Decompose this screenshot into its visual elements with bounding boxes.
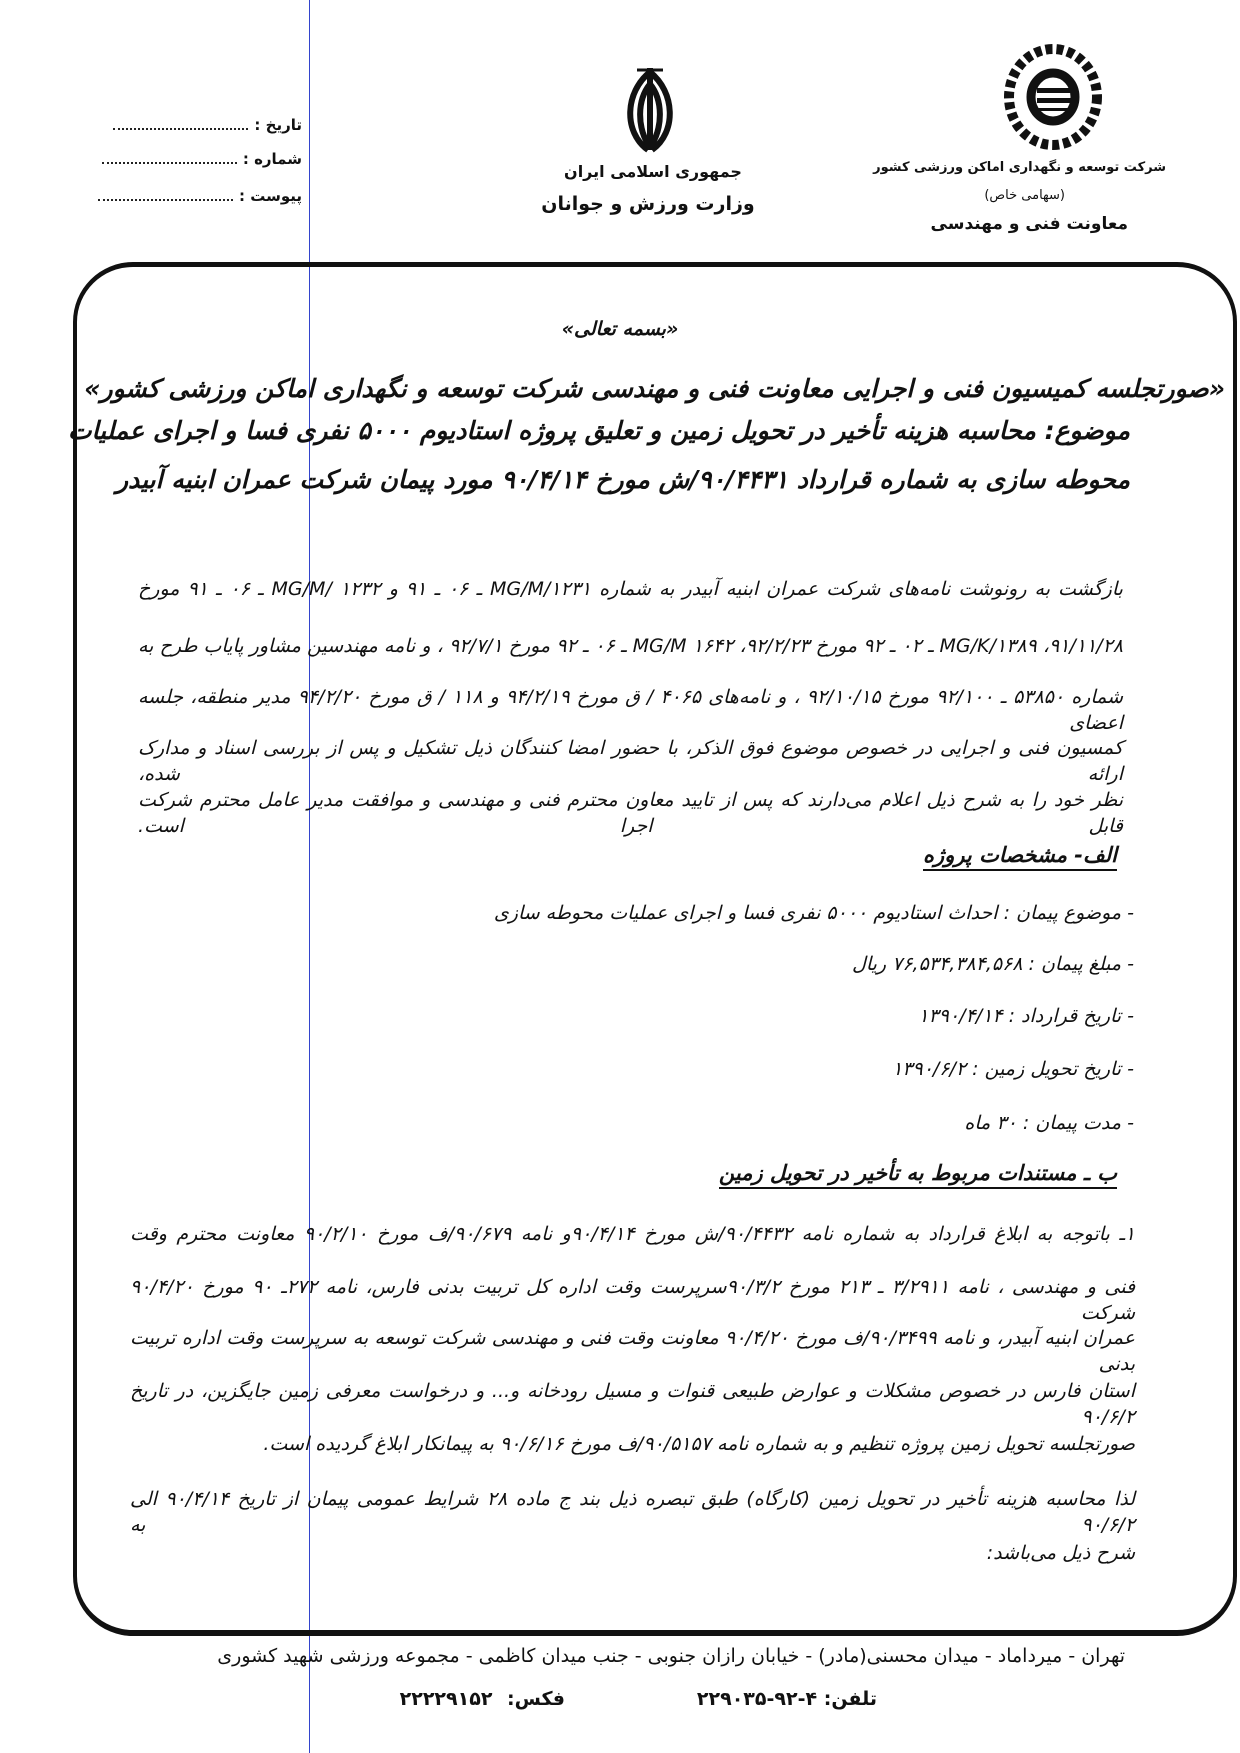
item-text: موضوع پیمان : احداث استادیوم ۵۰۰۰ نفری فسا و اجرای عملیات محوطه سازی bbox=[493, 902, 1122, 924]
section-b-line: صورتجلسه تحویل زمین پروژه تنظیم و به شماره نامه ۹۰/۵۱۵۷/ف مورخ ۹۰/۶/۱۶ به پیمانکار ابلاغ گردیده است. bbox=[263, 1433, 1135, 1455]
land-delivery-date-item: ‐ تاریخ تحویل زمین : ۱۳۹۰/۶/۲ bbox=[892, 1058, 1134, 1080]
attachment-label: پیوست : bbox=[238, 187, 302, 205]
date-label: تاریخ : bbox=[254, 116, 302, 134]
intro-line: نظر خود را به شرح ذیل اعلام می‌دارند که پس از تایید معاون محترم فنی و مهندسی و موافقت مدیر عامل محترم شرکت قابل اجرا است. bbox=[138, 789, 1123, 837]
date-value bbox=[113, 124, 248, 130]
attachment-value bbox=[98, 195, 233, 201]
section-b-line: فنی و مهندسی ، نامه ۳/۲۹۱۱ ـ ۲۱۳ مورخ ۹۰/۳/۲سرپرست وقت اداره کل تربیت بدنی فارس، نامه ۲۷۲ـ ۹۰ مورخ ۹۰/۴/۲۰ شرکت bbox=[130, 1276, 1136, 1324]
item-text: مدت پیمان : ۳۰ ماه bbox=[964, 1112, 1122, 1134]
section-b-heading: ب ـ مستندات مربوط به تأخیر در تحویل زمین bbox=[719, 1161, 1117, 1189]
invocation: «بسمه تعالی» bbox=[561, 318, 679, 340]
department-name: معاونت فنی و مهندسی bbox=[930, 214, 1128, 234]
title-line: محوطه سازی به شماره قرارداد ۹۰/۴۴۳۱/ش مورخ ۹۰/۴/۱۴ مورد پیمان شرکت عمران ابنیه آبیدر bbox=[115, 465, 1130, 494]
company-type: (سهامی خاص) bbox=[984, 188, 1065, 203]
number-field bbox=[102, 150, 302, 168]
intro-line: بازگشت به رونوشت نامه‌های شرکت عمران ابنیه آبیدر به شماره MG/M/۱۲۳۱ ـ ۰۶ ـ ۹۱ و ۱۲۳۲ /MG/M ـ ۰۶ ـ ۹۱ مورخ bbox=[138, 578, 1123, 600]
iran-emblem bbox=[615, 62, 685, 157]
attachment-field bbox=[98, 187, 302, 205]
footer-fax bbox=[400, 1688, 565, 1710]
ministry-name: وزارت ورزش و جوانان bbox=[541, 193, 755, 215]
footer-phone bbox=[697, 1688, 877, 1710]
item-text: مبلغ پیمان : ۷۶,۵۳۴,۳۸۴,۵۶۸ ریال bbox=[852, 953, 1122, 975]
section-b-line: شرح ذیل می‌باشد: bbox=[986, 1542, 1135, 1564]
number-label: شماره : bbox=[242, 150, 302, 168]
title-line: «صورتجلسه کمیسیون فنی و اجرایی معاونت فنی و مهندسی شرکت توسعه و نگهداری اماکن ورزشی کشور» bbox=[84, 374, 1225, 403]
contract-duration-item: ‐ مدت پیمان : ۳۰ ماه bbox=[964, 1112, 1134, 1134]
country-name: جمهوری اسلامی ایران bbox=[564, 162, 742, 181]
contract-date-item: ‐ تاریخ قرارداد : ۱۳۹۰/۴/۱۴ bbox=[918, 1005, 1134, 1027]
intro-line: کمسیون فنی و اجرایی در خصوص موضوع فوق الذکر، با حضور امضا کنندگان ذیل تشکیل و پس از بررسی اسناد و مدارک ارائه شده، bbox=[138, 737, 1123, 785]
footer-address: تهران - میرداماد - میدان محسنی(مادر) - خیابان رازان جنوبی - جنب میدان کاظمی - مجموعه ورزشی شهید کشوری bbox=[217, 1645, 1125, 1667]
title-line: موضوع: محاسبه هزینه تأخیر در تحویل زمین و تعلیق پروژه استادیوم ۵۰۰۰ نفری فسا و اجرای عملیات bbox=[67, 416, 1130, 445]
intro-line: شماره ۵۳۸۵۰ ـ ۹۲/۱۰۰ مورخ ۹۲/۱۰/۱۵ ، و نامه‌های ۴۰۶۵ / ق مورخ ۹۴/۲/۱۹ و ۱۱۸ / ق مورخ ۹۴/۲/۲۰ مدیر منطقه، جلسه اعضای bbox=[138, 686, 1124, 734]
section-b-line: لذا محاسبه هزینه تأخیر در تحویل زمین (کارگاه) طبق تبصره ذیل بند ج ماده ۲۸ شرایط عمومی پیمان از تاریخ ۹۰/۴/۱۴ الی ۹۰/۶/۲ به bbox=[130, 1488, 1135, 1536]
company-name: شرکت توسعه و نگهداری اماکن ورزشی کشور bbox=[873, 160, 1166, 175]
company-logo bbox=[1003, 42, 1103, 152]
project-subject-item: ‐ موضوع پیمان : احداث استادیوم ۵۰۰۰ نفری فسا و اجرای عملیات محوطه سازی bbox=[493, 902, 1134, 924]
section-a-heading: الف- مشخصات پروژه bbox=[923, 843, 1117, 871]
phone-label: تلفن: bbox=[823, 1688, 877, 1710]
fax-label: فکس: bbox=[507, 1688, 565, 1710]
contract-amount-item: ‐ مبلغ پیمان : ۷۶,۵۳۴,۳۸۴,۵۶۸ ریال bbox=[852, 953, 1134, 975]
section-b-line: استان فارس در خصوص مشکلات و عوارض طبیعی قنوات و مسیل رودخانه و... و درخواست معرفی زمین جایگزین، در تاریخ ۹۰/۶/۲ bbox=[130, 1380, 1135, 1428]
item-text: تاریخ قرارداد : ۱۳۹۰/۴/۱۴ bbox=[918, 1005, 1122, 1027]
section-b-line: عمران ابنیه آبیدر، و نامه ۹۰/۳۴۹۹/ف مورخ ۹۰/۴/۲۰ معاونت وقت فنی و مهندسی شرکت توسعه به سرپرست وقت اداره تربیت بدنی bbox=[130, 1327, 1136, 1375]
fax-number: ۲۲۲۲۹۱۵۲ bbox=[399, 1688, 493, 1710]
intro-line: ۹۱/۱۱/۲۸، MG/K/۱۳۸۹ ـ ۰۲ ـ ۹۲ مورخ ۹۲/۲/۲۳، ۱۶۴۲ MG/M ـ ۰۶ ـ ۹۲ مورخ ۹۲/۷/۱ ، و نامه مهندسین مشاور پایاب طرح به bbox=[138, 635, 1124, 657]
section-b-line: ۱ـ باتوجه به ابلاغ قرارداد به شماره نامه ۹۰/۴۴۳۲/ش مورخ ۹۰/۴/۱۴و نامه ۹۰/۶۷۹/ف مورخ ۹۰/۲/۱۰ معاونت محترم وقت bbox=[130, 1223, 1135, 1245]
number-value bbox=[102, 158, 237, 164]
date-field bbox=[113, 116, 302, 134]
phone-number: ۴-۹۲-۲۲۹۰۳۵ bbox=[696, 1688, 818, 1710]
item-text: تاریخ تحویل زمین : ۱۳۹۰/۶/۲ bbox=[892, 1058, 1122, 1080]
